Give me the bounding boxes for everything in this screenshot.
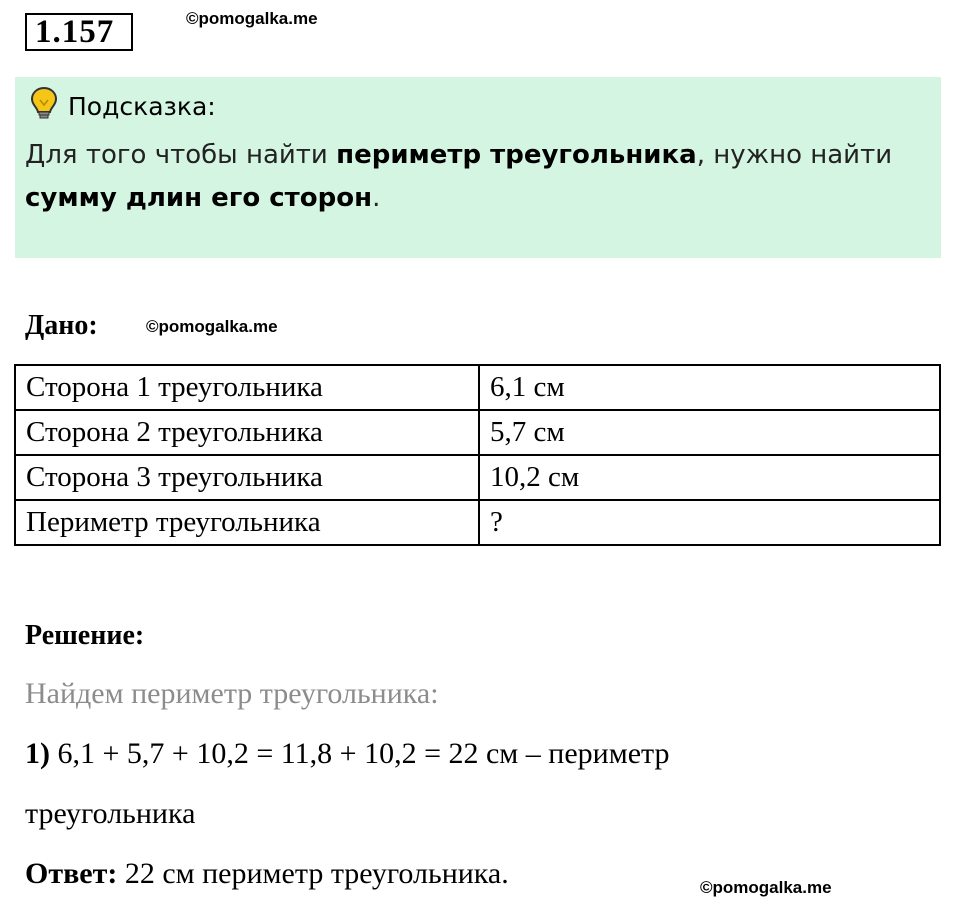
table-cell-value: 5,7 см xyxy=(479,410,940,455)
answer xyxy=(25,857,509,891)
table-cell-value: ? xyxy=(479,500,940,545)
table-cell-value: 6,1 см xyxy=(479,365,940,410)
table-row xyxy=(15,410,940,455)
watermark-bottom: ©pomogalka.me xyxy=(700,878,832,897)
solution-step-1-cont: треугольника xyxy=(25,797,196,830)
table-row xyxy=(15,365,940,410)
hint-title xyxy=(30,86,216,126)
step-number: 1) xyxy=(25,737,50,770)
watermark-given: ©pomogalka.me xyxy=(146,317,278,336)
table-row xyxy=(15,500,940,545)
table-cell-name: Сторона 1 треугольника xyxy=(15,365,479,410)
hint-text: Для того чтобы найти периметр треугольника, нужно найти сумму длин его сторон. xyxy=(25,140,893,213)
hint-bold-sum: сумму длин его сторон xyxy=(25,183,373,213)
hint-title-text: Подсказка: xyxy=(68,91,216,121)
lightbulb-icon xyxy=(30,86,58,126)
hint-bold-perimeter: периметр треугольника xyxy=(336,140,697,170)
watermark-top: ©pomogalka.me xyxy=(186,9,318,28)
solution-step-1: 1) 6,1 + 5,7 + 10,2 = 11,8 + 10,2 = 22 см – периметр xyxy=(25,737,670,770)
table-cell-name: Сторона 3 треугольника xyxy=(15,455,479,500)
answer-label: Ответ: xyxy=(25,857,118,890)
given-label: Дано: xyxy=(25,310,98,341)
given-table xyxy=(14,364,941,546)
answer-text: 22 см периметр треугольника. xyxy=(117,857,509,890)
table-cell-name: Сторона 2 треугольника xyxy=(15,410,479,455)
table-row xyxy=(15,455,940,500)
solution-label: Решение: xyxy=(25,620,145,651)
table-cell-name: Периметр треугольника xyxy=(15,500,479,545)
solution-intro: Найдем периметр треугольника: xyxy=(25,677,439,710)
problem-number: 1.157 xyxy=(25,13,133,51)
table-cell-value: 10,2 см xyxy=(479,455,940,500)
